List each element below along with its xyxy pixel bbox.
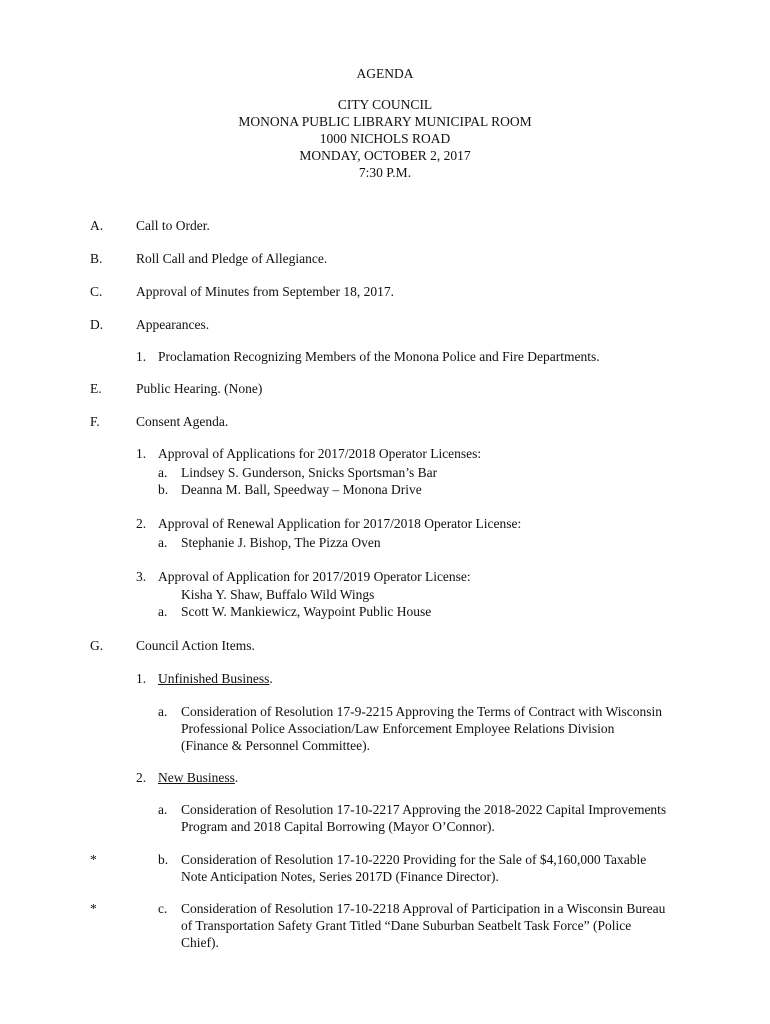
asterisk-marker: *	[90, 852, 97, 867]
section-text: Appearances.	[136, 317, 210, 332]
meeting-address: 1000 NICHOLS ROAD	[319, 131, 451, 146]
section-text: Public Hearing. (None)	[136, 381, 263, 396]
unfinished-business-heading: Unfinished Business	[158, 671, 270, 686]
subitem-letter: a.	[158, 604, 168, 619]
section-letter: B.	[90, 251, 103, 266]
subitem-letter: c.	[158, 901, 168, 916]
section-text: Consent Agenda.	[136, 414, 229, 429]
section-letter: G.	[90, 638, 104, 653]
section-letter: D.	[90, 317, 104, 332]
item-heading	[158, 770, 238, 786]
meeting-venue: MONONA PUBLIC LIBRARY MUNICIPAL ROOM	[238, 114, 532, 129]
meeting-date: MONDAY, OCTOBER 2, 2017	[299, 148, 471, 163]
subitem-text: Consideration of Resolution 17-10-2218 Approval of Participation in a Wisconsin Bureau	[181, 901, 666, 916]
asterisk-marker: *	[90, 901, 97, 916]
subitem-letter: a.	[158, 535, 168, 550]
subitem-letter: a.	[158, 802, 168, 817]
heading-period: .	[269, 671, 273, 686]
subitem-text: Lindsey S. Gunderson, Snicks Sportsman’s Bar	[181, 465, 438, 480]
subitem-text: Chief).	[181, 935, 219, 950]
subitem-text: of Transportation Safety Grant Titled “Dane Suburban Seatbelt Task Force” (Police	[181, 918, 632, 933]
subitem-letter: b.	[158, 482, 169, 497]
item-text: Approval of Applications for 2017/2018 Operator Licenses:	[158, 446, 482, 461]
section-letter: A.	[90, 218, 104, 233]
subitem-text: Stephanie J. Bishop, The Pizza Oven	[181, 535, 381, 550]
item-text: Approval of Renewal Application for 2017/2018 Operator License:	[158, 516, 522, 531]
new-business-heading: New Business	[158, 770, 235, 785]
heading-period: .	[234, 770, 239, 785]
item-number: 2.	[136, 516, 147, 531]
item-number: 3.	[136, 569, 147, 584]
item-text: Proclamation Recognizing Members of the Monona Police and Fire Departments.	[158, 349, 600, 364]
subitem-letter: a.	[158, 704, 168, 719]
subitem-text: Professional Police Association/Law Enforcement Employee Relations Division	[181, 721, 615, 736]
subitem-text: Consideration of Resolution 17-9-2215 Approving the Terms of Contract with Wisconsin	[181, 704, 662, 719]
subitem-text: (Finance & Personnel Committee).	[181, 738, 370, 753]
section-text: Roll Call and Pledge of Allegiance.	[136, 251, 328, 266]
item-number: 2.	[136, 770, 147, 785]
item-number: 1.	[136, 671, 147, 686]
meeting-time: 7:30 P.M.	[358, 165, 412, 180]
item-text: Approval of Application for 2017/2019 Operator License:	[158, 569, 471, 584]
subitem-text: Deanna M. Ball, Speedway – Monona Drive	[181, 482, 422, 497]
section-text: Council Action Items.	[136, 638, 255, 653]
item-number: 1.	[136, 446, 147, 461]
agenda-header	[0, 66, 770, 83]
subitem-letter: b.	[158, 852, 169, 867]
subitem-text: Consideration of Resolution 17-10-2217 Approving the 2018-2022 Capital Improvements	[181, 802, 667, 817]
section-letter: F.	[90, 414, 100, 429]
section-letter: E.	[90, 381, 102, 396]
meeting-info	[0, 97, 770, 182]
subitem-text: Kisha Y. Shaw, Buffalo Wild Wings	[181, 587, 375, 602]
meeting-body: CITY COUNCIL	[337, 97, 433, 112]
section-text: Call to Order.	[136, 218, 210, 233]
subitem-letter: a.	[158, 465, 168, 480]
section-letter: C.	[90, 284, 103, 299]
subitem-text: Program and 2018 Capital Borrowing (Mayor O’Connor).	[181, 819, 495, 834]
subitem-text: Note Anticipation Notes, Series 2017D (Finance Director).	[181, 869, 499, 884]
item-heading	[158, 671, 273, 687]
subitem-text: Consideration of Resolution 17-10-2220 Providing for the Sale of $4,160,000 Taxable	[181, 852, 647, 867]
agenda-title: AGENDA	[356, 66, 414, 81]
subitem-text: Scott W. Mankiewicz, Waypoint Public House	[181, 604, 432, 619]
item-number: 1.	[136, 349, 147, 364]
section-text: Approval of Minutes from September 18, 2017.	[136, 284, 394, 299]
